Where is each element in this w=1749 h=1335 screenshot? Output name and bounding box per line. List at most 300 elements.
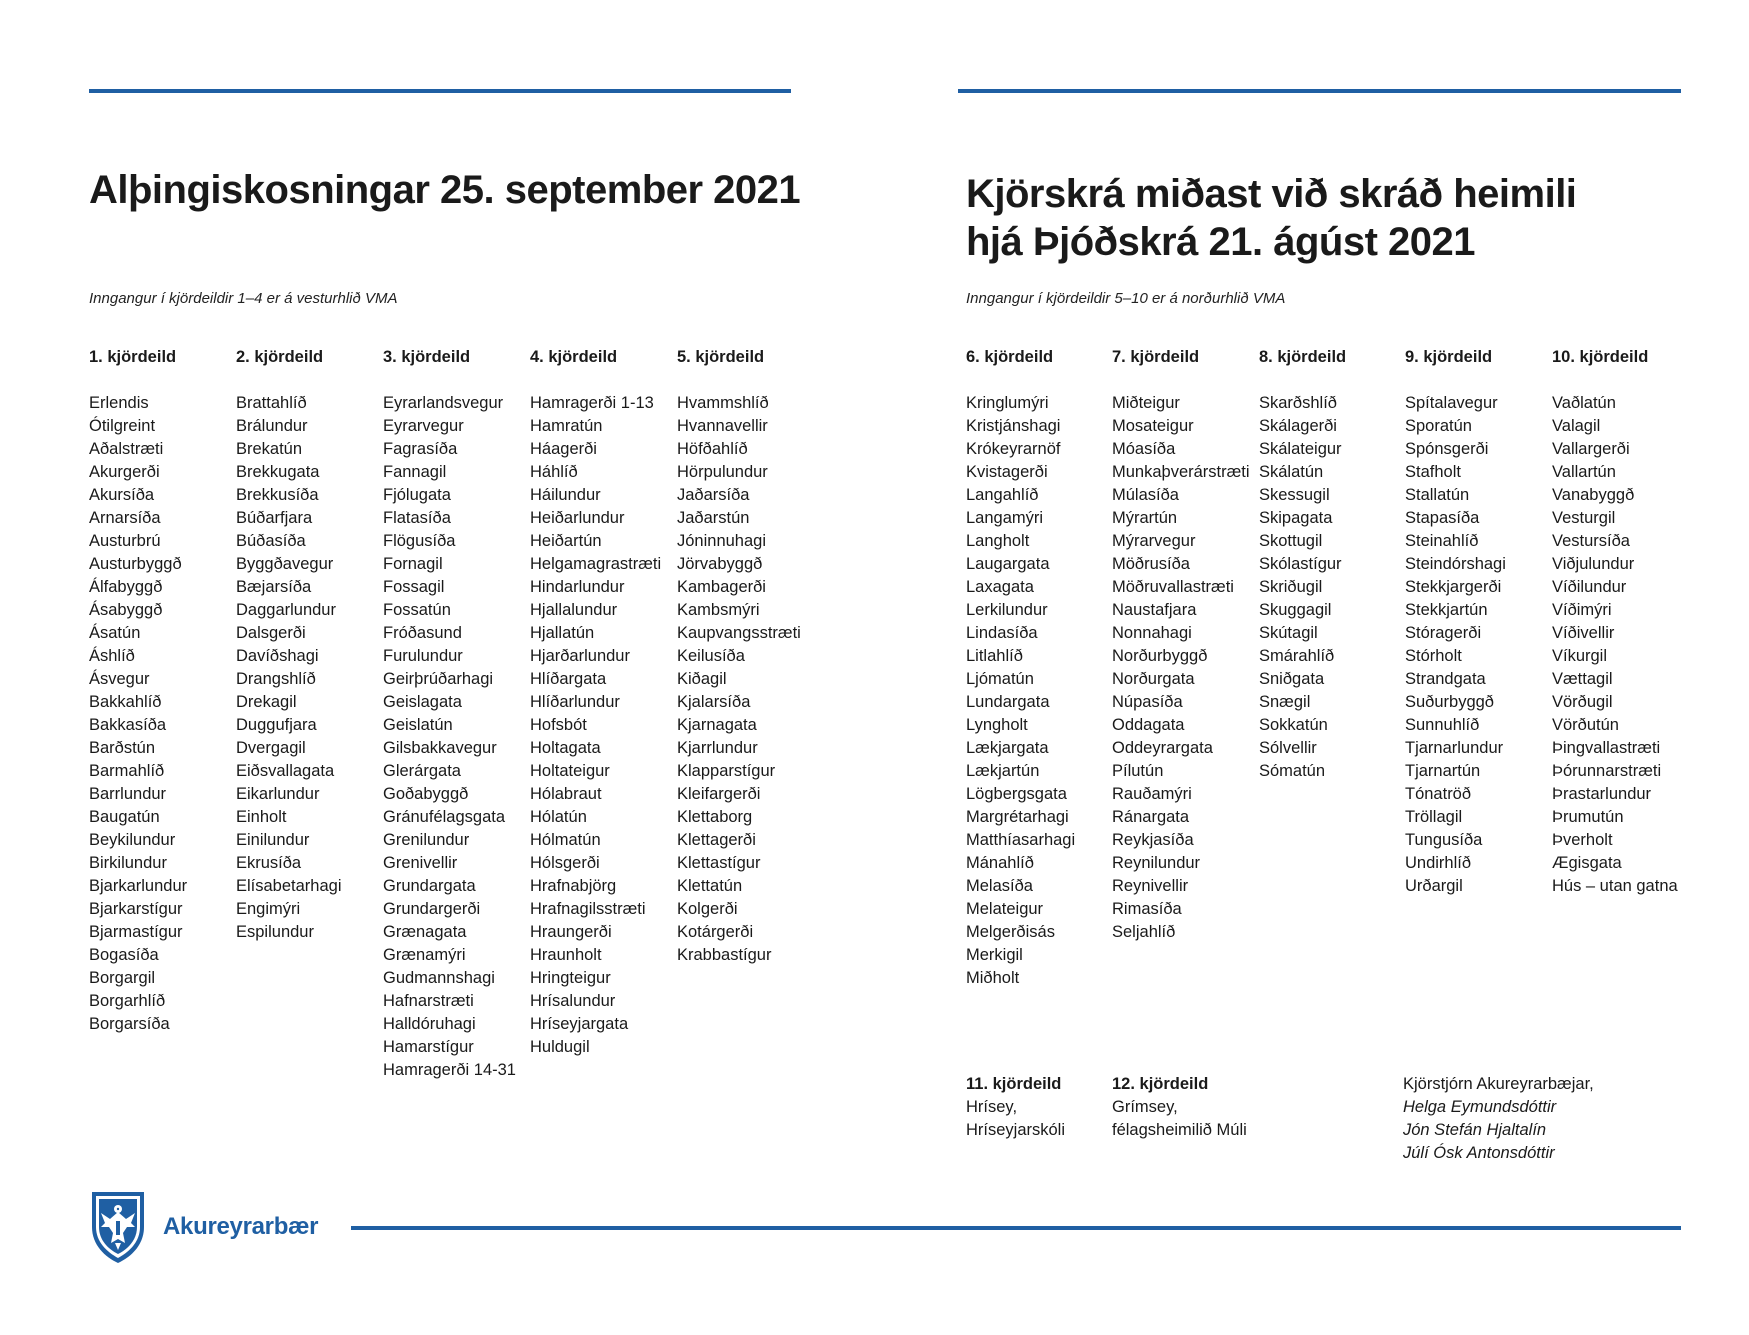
street-list — [1552, 392, 1698, 898]
street-name: Hríseyjargata — [530, 1015, 629, 1033]
street-name: Kringlumýri — [966, 394, 1049, 412]
street-name: Davíðshagi — [236, 647, 319, 665]
street-name: Stafholt — [1405, 463, 1461, 481]
street-name: Erlendis — [89, 394, 149, 412]
street-name: Halldóruhagi — [383, 1015, 476, 1033]
street-name: Drangshlíð — [236, 670, 316, 688]
street-name: Elísabetarhagi — [236, 877, 342, 895]
street-name: Langamýri — [966, 509, 1044, 527]
street-name: Oddeyrargata — [1112, 739, 1213, 757]
street-name: Furulundur — [383, 647, 463, 665]
street-name: Grenilundur — [383, 831, 470, 849]
street-name: Drekagil — [236, 693, 297, 711]
street-name: Nonnahagi — [1112, 624, 1192, 642]
street-name: Geislatún — [383, 716, 453, 734]
street-name: Geirþrúðarhagi — [383, 670, 494, 688]
street-name: Reynivellir — [1112, 877, 1189, 895]
street-name: Hólsgerði — [530, 854, 600, 872]
street-name: Skólastígur — [1259, 555, 1342, 573]
street-name: Flögusíða — [383, 532, 456, 550]
street-name: Stóragerði — [1405, 624, 1482, 642]
street-name: Arnarsíða — [89, 509, 161, 527]
street-name: Munkaþverárstræti — [1112, 463, 1250, 481]
street-name: Kjarrlundur — [677, 739, 758, 757]
street-name: Daggarlundur — [236, 601, 336, 619]
district-4 — [530, 346, 676, 1059]
street-name: Pílutún — [1112, 762, 1164, 780]
street-name: Lerkilundur — [966, 601, 1048, 619]
street-name: Víðilundur — [1552, 578, 1627, 596]
street-name: Sokkatún — [1259, 716, 1328, 734]
street-name: Bjarkarlundur — [89, 877, 188, 895]
street-name: Hamragerði 1-13 — [530, 394, 654, 412]
street-name: Hólmatún — [530, 831, 601, 849]
street-name: Mánahlíð — [966, 854, 1034, 872]
street-name: Lækjartún — [966, 762, 1040, 780]
logo-wordmark: Akureyrarbær — [163, 1213, 319, 1240]
falcon-shield-icon — [89, 1189, 147, 1265]
street-name: Byggðavegur — [236, 555, 334, 573]
street-name: Kleifargerði — [677, 785, 761, 803]
street-name: Fagrasíða — [383, 440, 458, 458]
street-name: Holtagata — [530, 739, 601, 757]
street-name: Birkilundur — [89, 854, 167, 872]
street-name: Spítalavegur — [1405, 394, 1498, 412]
street-name: Klapparstígur — [677, 762, 776, 780]
street-name: Akursíða — [89, 486, 155, 504]
district-venue: Hríseyjarskóli — [966, 1121, 1066, 1139]
street-name: Vörðugil — [1552, 693, 1613, 711]
district-10 — [1552, 346, 1698, 898]
district-heading: 4. kjördeild — [530, 348, 618, 366]
street-name: Skarðshlíð — [1259, 394, 1337, 412]
street-name: Holtateigur — [530, 762, 610, 780]
street-name: Gránufélagsgata — [383, 808, 506, 826]
street-name: Urðargil — [1405, 877, 1463, 895]
street-name: Krabbastígur — [677, 946, 772, 964]
street-name: Víðimýri — [1552, 601, 1612, 619]
street-name: Grænagata — [383, 923, 467, 941]
right-entrance-note: Inngangur í kjördeildir 5–10 er á norðurhlið VMA — [966, 290, 1286, 307]
street-name: Þórunnarstræti — [1552, 762, 1662, 780]
street-name: Matthíasarhagi — [966, 831, 1076, 849]
street-name: Stekkjargerði — [1405, 578, 1502, 596]
street-name: Strandgata — [1405, 670, 1486, 688]
street-name: Engimýri — [236, 900, 301, 918]
district-heading: 12. kjördeild — [1112, 1075, 1209, 1093]
district-3 — [383, 346, 529, 1082]
district-location: Grímsey, — [1112, 1098, 1178, 1116]
street-name: Stallatún — [1405, 486, 1470, 504]
street-name: Miðholt — [966, 969, 1020, 987]
street-name: Hindarlundur — [530, 578, 625, 596]
district-7 — [1112, 346, 1258, 944]
board-member-name: Jón Stefán Hjaltalín — [1403, 1121, 1547, 1139]
street-name: Kjarnagata — [677, 716, 757, 734]
street-name: Fannagil — [383, 463, 447, 481]
street-name: Akurgerði — [89, 463, 160, 481]
street-name: Skálagerði — [1259, 417, 1337, 435]
street-name: Ásvegur — [89, 670, 150, 688]
street-name: Gudmannshagi — [383, 969, 495, 987]
street-name: Bjarkarstígur — [89, 900, 183, 918]
street-name: Smárahlíð — [1259, 647, 1335, 665]
street-name: Austurbrú — [89, 532, 161, 550]
top-left-rule — [89, 89, 791, 93]
street-name: Rauðamýri — [1112, 785, 1192, 803]
street-name: Borgarsíða — [89, 1015, 170, 1033]
street-name: Hvannavellir — [677, 417, 768, 435]
street-name: Eiðsvallagata — [236, 762, 335, 780]
street-name: Beykilundur — [89, 831, 176, 849]
street-name: Norðurgata — [1112, 670, 1195, 688]
street-name: Skessugil — [1259, 486, 1330, 504]
board-member-name: Helga Eymundsdóttir — [1403, 1098, 1557, 1116]
street-list — [677, 392, 823, 967]
street-name: Háilundur — [530, 486, 601, 504]
street-list — [1112, 392, 1258, 944]
street-name: Möðrusíða — [1112, 555, 1190, 573]
district-heading: 5. kjördeild — [677, 348, 765, 366]
top-right-rule — [958, 89, 1681, 93]
street-name: Skottugil — [1259, 532, 1323, 550]
street-name: Tröllagil — [1405, 808, 1463, 826]
district-heading: 11. kjördeild — [966, 1075, 1062, 1093]
street-name: Bogasíða — [89, 946, 159, 964]
street-name: Hjallatún — [530, 624, 595, 642]
street-name: Lækjargata — [966, 739, 1049, 757]
street-name: Lindasíða — [966, 624, 1038, 642]
street-name: Jörvabyggð — [677, 555, 763, 573]
street-name: Grundargata — [383, 877, 476, 895]
street-name: Ægisgata — [1552, 854, 1622, 872]
street-name: Glerárgata — [383, 762, 461, 780]
street-name: Geislagata — [383, 693, 462, 711]
district-heading: 8. kjördeild — [1259, 348, 1347, 366]
street-name: Dvergagil — [236, 739, 306, 757]
street-name: Vaðlatún — [1552, 394, 1616, 412]
street-name: Lyngholt — [966, 716, 1028, 734]
street-name: Heiðarlundur — [530, 509, 625, 527]
district-1 — [89, 346, 235, 1036]
district-8 — [1259, 346, 1405, 783]
district-6 — [966, 346, 1112, 990]
district-location: Hrísey, — [966, 1098, 1018, 1116]
street-name: Hraungerði — [530, 923, 612, 941]
street-list — [383, 392, 529, 1082]
district-heading: 7. kjördeild — [1112, 348, 1200, 366]
street-name: Þingvallastræti — [1552, 739, 1661, 757]
street-name: Vallartún — [1552, 463, 1616, 481]
street-name: Skriðugil — [1259, 578, 1323, 596]
district-heading: 10. kjördeild — [1552, 348, 1649, 366]
board-member-name: Júlí Ósk Antonsdóttir — [1403, 1144, 1555, 1162]
street-name: Ásatún — [89, 624, 141, 642]
street-name: Grundargerði — [383, 900, 481, 918]
street-name: Barðstún — [89, 739, 156, 757]
street-name: Huldugil — [530, 1038, 590, 1056]
street-name: Tjarnarlundur — [1405, 739, 1504, 757]
street-name: Langahlíð — [966, 486, 1039, 504]
street-name: Flatasíða — [383, 509, 451, 527]
street-name: Kiðagil — [677, 670, 727, 688]
street-name: Melgerðisás — [966, 923, 1055, 941]
street-name: Jóninnuhagi — [677, 532, 766, 550]
district-2 — [236, 346, 382, 944]
street-name: Brattahlíð — [236, 394, 307, 412]
street-name: Kolgerði — [677, 900, 738, 918]
street-name: Oddagata — [1112, 716, 1185, 734]
street-name: Lögbergsgata — [966, 785, 1067, 803]
street-name: Barmahlíð — [89, 762, 165, 780]
street-name: Heiðartún — [530, 532, 602, 550]
street-name: Stekkjartún — [1405, 601, 1488, 619]
district-9 — [1405, 346, 1551, 898]
district-heading: 6. kjördeild — [966, 348, 1054, 366]
street-name: Möðruvallastræti — [1112, 578, 1234, 596]
street-name: Dalsgerði — [236, 624, 306, 642]
street-name: Litlahlíð — [966, 647, 1023, 665]
street-name: Valagil — [1552, 417, 1601, 435]
street-name: Brálundur — [236, 417, 308, 435]
street-name: Aðalstræti — [89, 440, 164, 458]
street-name: Hafnarstræti — [383, 992, 474, 1010]
street-name: Sólvellir — [1259, 739, 1317, 757]
street-name: Keilusíða — [677, 647, 745, 665]
street-name: Helgamagrastræti — [530, 555, 662, 573]
street-name: Eyrarlandsvegur — [383, 394, 504, 412]
street-name: Tjarnartún — [1405, 762, 1481, 780]
street-name: Hraunholt — [530, 946, 602, 964]
street-list — [1259, 392, 1405, 783]
street-name: Reykjasíða — [1112, 831, 1194, 849]
street-name: Borgargil — [89, 969, 156, 987]
street-name: Sniðgata — [1259, 670, 1325, 688]
street-name: Kambagerði — [677, 578, 766, 596]
street-name: Lundargata — [966, 693, 1050, 711]
street-name: Fornagil — [383, 555, 443, 573]
street-name: Ljómatún — [966, 670, 1034, 688]
street-name: Sunnuhlíð — [1405, 716, 1480, 734]
district-venue: félagsheimilið Múli — [1112, 1121, 1247, 1139]
street-list — [530, 392, 676, 1059]
street-name: Sporatún — [1405, 417, 1472, 435]
street-name: Miðteigur — [1112, 394, 1180, 412]
street-name: Borgarhlíð — [89, 992, 166, 1010]
street-name: Brekatún — [236, 440, 303, 458]
street-name: Einilundur — [236, 831, 310, 849]
street-name: Álfabyggð — [89, 578, 163, 596]
street-name: Hörpulundur — [677, 463, 768, 481]
street-name: Víkurgil — [1552, 647, 1608, 665]
street-name: Hjarðarlundur — [530, 647, 630, 665]
street-name: Hamarstígur — [383, 1038, 474, 1056]
street-name: Tónatröð — [1405, 785, 1472, 803]
street-name: Skuggagil — [1259, 601, 1332, 619]
street-name: Víðivellir — [1552, 624, 1615, 642]
street-name: Ekrusíða — [236, 854, 302, 872]
street-name: Hlíðarlundur — [530, 693, 620, 711]
street-name: Mýrartún — [1112, 509, 1178, 527]
street-name: Kvistagerði — [966, 463, 1048, 481]
district-heading: 9. kjördeild — [1405, 348, 1493, 366]
street-name: Háhlíð — [530, 463, 578, 481]
street-name: Einholt — [236, 808, 287, 826]
street-name: Mosateigur — [1112, 417, 1194, 435]
street-name: Jaðarstún — [677, 509, 750, 527]
street-name: Espilundur — [236, 923, 314, 941]
street-name: Vestursíða — [1552, 532, 1630, 550]
street-name: Skipagata — [1259, 509, 1333, 527]
street-name: Kristjánshagi — [966, 417, 1061, 435]
street-name: Kjalarsíða — [677, 693, 751, 711]
street-name: Vættagil — [1552, 670, 1613, 688]
street-name: Bjarmastígur — [89, 923, 183, 941]
street-name: Stórholt — [1405, 647, 1462, 665]
street-name: Jaðarsíða — [677, 486, 750, 504]
street-name: Hrísalundur — [530, 992, 616, 1010]
street-name: Krókeyrarnöf — [966, 440, 1061, 458]
street-name: Eyrarvegur — [383, 417, 464, 435]
street-name: Kambsmýri — [677, 601, 760, 619]
street-name: Hamragerði 14-31 — [383, 1061, 516, 1079]
street-name: Bæjarsíða — [236, 578, 312, 596]
street-name: Grenivellir — [383, 854, 458, 872]
street-name: Hrafnagilsstræti — [530, 900, 646, 918]
street-name: Seljahlíð — [1112, 923, 1176, 941]
street-name: Norðurbyggð — [1112, 647, 1208, 665]
district-12 — [1112, 1073, 1247, 1142]
street-name: Þrumutún — [1552, 808, 1624, 826]
street-name: Hjallalundur — [530, 601, 618, 619]
street-name: Snægil — [1259, 693, 1311, 711]
street-name: Skútagil — [1259, 624, 1318, 642]
street-name: Bakkasíða — [89, 716, 167, 734]
street-name: Fossatún — [383, 601, 451, 619]
street-name: Bakkahlíð — [89, 693, 162, 711]
street-name: Undirhlíð — [1405, 854, 1472, 872]
street-name: Hús – utan gatna — [1552, 877, 1678, 895]
street-name: Kotárgerði — [677, 923, 754, 941]
street-name: Fjólugata — [383, 486, 451, 504]
akureyrarbaer-logo — [89, 1189, 318, 1265]
district-heading: 1. kjördeild — [89, 348, 177, 366]
street-name: Goðabyggð — [383, 785, 469, 803]
street-name: Grænamýri — [383, 946, 466, 964]
street-name: Hlíðargata — [530, 670, 607, 688]
street-name: Naustafjara — [1112, 601, 1197, 619]
street-name: Búðasíða — [236, 532, 306, 550]
street-name: Höfðahlíð — [677, 440, 748, 458]
street-name: Langholt — [966, 532, 1030, 550]
street-name: Hólabraut — [530, 785, 602, 803]
street-list — [236, 392, 382, 944]
district-heading: 2. kjördeild — [236, 348, 324, 366]
street-name: Tungusíða — [1405, 831, 1483, 849]
district-heading: 3. kjördeild — [383, 348, 471, 366]
street-name: Klettastígur — [677, 854, 761, 872]
street-name: Hamratún — [530, 417, 603, 435]
street-name: Barrlundur — [89, 785, 167, 803]
street-list — [89, 392, 235, 1036]
street-name: Þverholt — [1552, 831, 1613, 849]
street-name: Merkigil — [966, 946, 1023, 964]
street-name: Fróðasund — [383, 624, 462, 642]
street-name: Ótilgreint — [89, 417, 156, 435]
left-entrance-note: Inngangur í kjördeildir 1–4 er á vesturhlið VMA — [89, 290, 398, 307]
street-name: Margrétarhagi — [966, 808, 1069, 826]
street-name: Hofsbót — [530, 716, 587, 734]
street-name: Skálateigur — [1259, 440, 1342, 458]
street-name: Laxagata — [966, 578, 1034, 596]
street-name: Þrastarlundur — [1552, 785, 1652, 803]
street-name: Klettatún — [677, 877, 743, 895]
street-name: Stapasíða — [1405, 509, 1480, 527]
street-name: Klettagerði — [677, 831, 756, 849]
street-name: Skálatún — [1259, 463, 1324, 481]
right-page-title — [966, 170, 1576, 266]
district-5 — [677, 346, 823, 967]
street-name: Hrafnabjörg — [530, 877, 617, 895]
street-name: Baugatún — [89, 808, 160, 826]
election-board-name: Kjörstjórn Akureyrarbæjar, — [1403, 1075, 1594, 1093]
street-name: Vesturgil — [1552, 509, 1616, 527]
street-name: Laugargata — [966, 555, 1050, 573]
street-name: Melasíða — [966, 877, 1033, 895]
street-name: Suðurbyggð — [1405, 693, 1494, 711]
street-name: Hólatún — [530, 808, 587, 826]
street-name: Steindórshagi — [1405, 555, 1506, 573]
left-page-title: Alþingiskosningar 25. september 2021 — [89, 168, 801, 212]
election-board-signature — [1403, 1073, 1594, 1165]
street-name: Hringteigur — [530, 969, 611, 987]
right-title-line-2: hjá Þjóðskrá 21. ágúst 2021 — [966, 220, 1475, 264]
street-name: Mýrarvegur — [1112, 532, 1196, 550]
street-name: Núpasíða — [1112, 693, 1183, 711]
street-name: Rimasíða — [1112, 900, 1182, 918]
right-title-line-1: Kjörskrá miðast við skráð heimili — [966, 172, 1577, 216]
street-name: Spónsgerði — [1405, 440, 1489, 458]
street-name: Kaupvangsstræti — [677, 624, 801, 642]
street-name: Móasíða — [1112, 440, 1176, 458]
street-name: Vanabyggð — [1552, 486, 1635, 504]
street-name: Áshlíð — [89, 647, 135, 665]
street-list — [966, 392, 1112, 990]
street-name: Austurbyggð — [89, 555, 182, 573]
street-name: Steinahlíð — [1405, 532, 1479, 550]
street-name: Fossagil — [383, 578, 445, 596]
street-name: Viðjulundur — [1552, 555, 1635, 573]
street-name: Eikarlundur — [236, 785, 320, 803]
street-name: Duggufjara — [236, 716, 317, 734]
street-name: Háagerði — [530, 440, 597, 458]
street-list — [1405, 392, 1551, 898]
street-name: Múlasíða — [1112, 486, 1179, 504]
bottom-rule — [351, 1226, 1681, 1230]
street-name: Reynilundur — [1112, 854, 1201, 872]
street-name: Klettaborg — [677, 808, 753, 826]
street-name: Ásabyggð — [89, 601, 163, 619]
street-name: Búðarfjara — [236, 509, 313, 527]
street-name: Sómatún — [1259, 762, 1326, 780]
street-name: Vallargerði — [1552, 440, 1630, 458]
street-name: Hvammshlíð — [677, 394, 769, 412]
street-name: Brekkugata — [236, 463, 320, 481]
street-name: Gilsbakkavegur — [383, 739, 497, 757]
district-11 — [966, 1073, 1065, 1142]
street-name: Vörðutún — [1552, 716, 1619, 734]
street-name: Ránargata — [1112, 808, 1190, 826]
